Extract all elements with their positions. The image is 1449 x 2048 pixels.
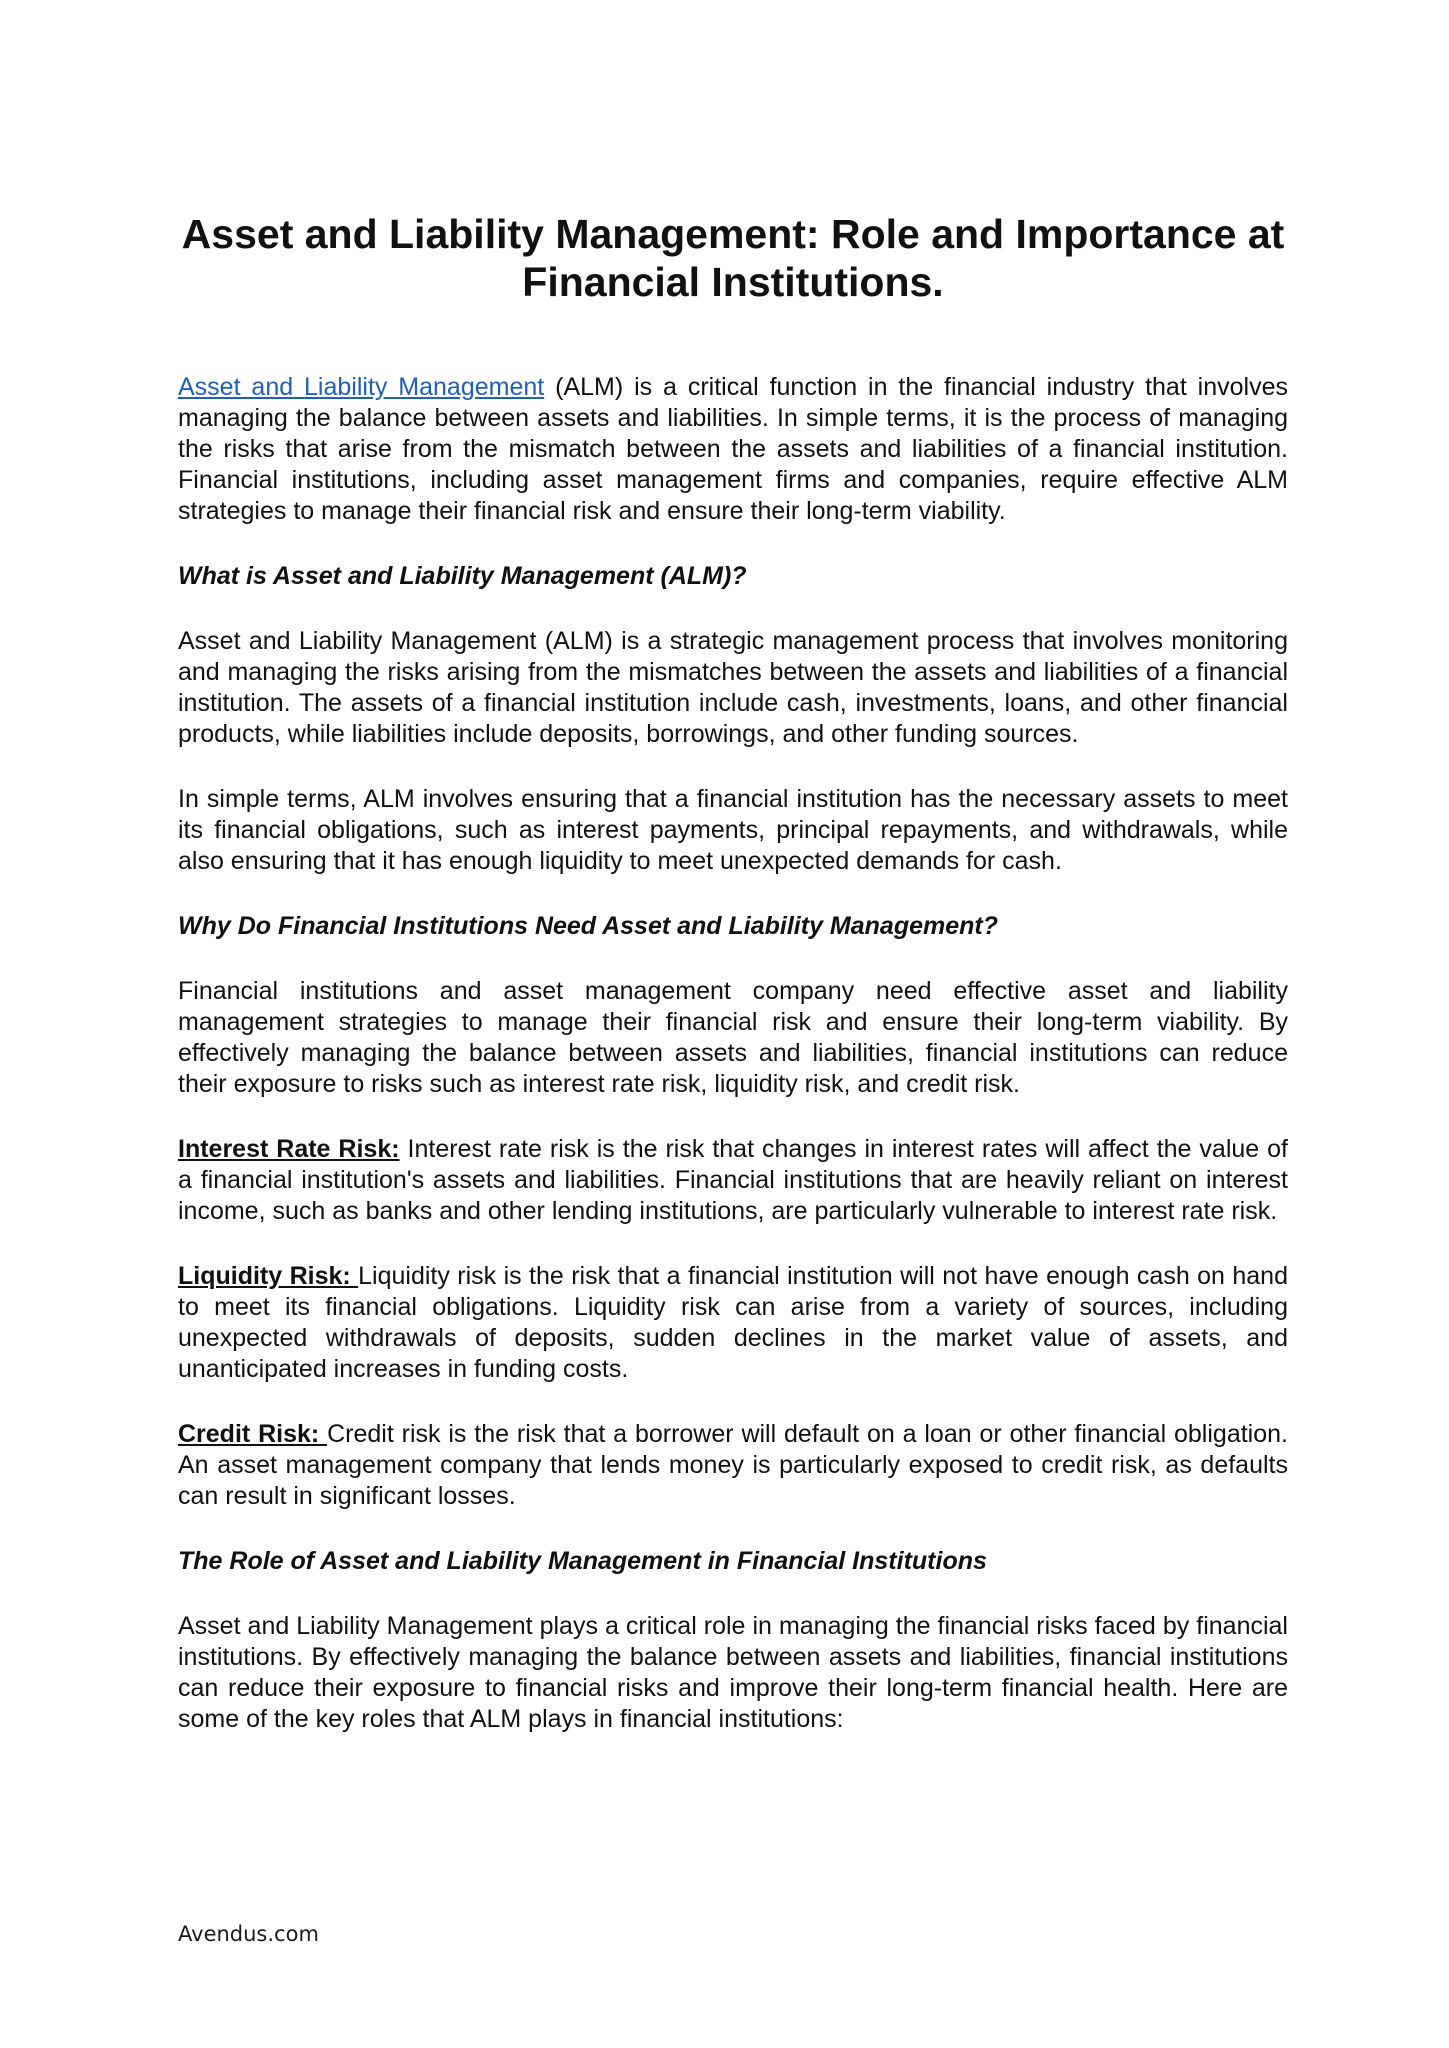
risk-text-credit: Credit risk is the risk that a borrower will default on a loan or other financial obligation. An asset management company that lends money is particularly exposed to credit risk, as defaults can result in significant losses. [178,1420,1288,1510]
page-title: Asset and Liability Management: Role and Importance at Financial Institutions. [181,211,1285,305]
section3-paragraph-1: Asset and Liability Management plays a critical role in managing the financial risks faced by financial institutions. By effectively managing the balance between assets and liabilities, financial institutions can reduce their exposure to financial risks and improve their long-term financial health. Here are some of the key roles that ALM plays in financial institutions: [178,1612,1288,1733]
section-heading-what-is-alm: What is Asset and Liability Management (ALM)? [178,562,747,590]
risk-liquidity [178,1261,1288,1385]
section-heading-why-need-alm: Why Do Financial Institutions Need Asset and Liability Management? [178,912,999,940]
risk-text-interest-rate: Interest rate risk is the risk that changes in interest rates will affect the value of a financial institution's assets and liabilities. Financial institutions that are heavily reliant on interest income, such as banks and other lending institutions, are particularly vulnerable to interest rate risk. [178,1135,1288,1225]
risk-term-credit: Credit Risk: [178,1420,328,1448]
risk-term-liquidity: Liquidity Risk: [178,1262,359,1290]
section1-paragraph-1: Asset and Liability Management (ALM) is a strategic management process that involves monitoring and managing the risks arising from the mismatches between the assets and liabilities of a financial institution. The assets of a financial institution include cash, investments, loans, and other financial products, while liabilities include deposits, borrowings, and other funding sources. [178,627,1288,748]
risk-interest-rate [178,1134,1288,1227]
document-body [178,372,1288,1769]
intro-text: (ALM) is a critical function in the financial industry that involves managing the balance between assets and liabilities. In simple terms, it is the process of managing the risks that arise from the mismatch between the assets and liabilities of a financial institution. Financial institutions, including asset management firms and companies, require effective ALM strategies to manage their financial risk and ensure their long-term viability. [178,373,1288,525]
risk-text-liquidity: Liquidity risk is the risk that a financial institution will not have enough cash on hand to meet its financial obligations. Liquidity risk can arise from a variety of sources, including unexpected withdrawals of deposits, sudden declines in the market value of assets, and unanticipated increases in funding costs. [178,1262,1288,1383]
section1-paragraph-2: In simple terms, ALM involves ensuring that a financial institution has the necessary assets to meet its financial obligations, such as interest payments, principal repayments, and withdrawals, while also ensuring that it has enough liquidity to meet unexpected demands for cash. [178,785,1288,875]
alm-link[interactable]: Asset and Liability Management [178,373,545,401]
footer-site-name: Avendus.com [178,1922,319,1946]
section2-paragraph-1: Financial institutions and asset management company need effective asset and liability management strategies to manage their financial risk and ensure their long-term viability. By effectively managing the balance between assets and liabilities, financial institutions can reduce their exposure to risks such as interest rate risk, liquidity risk, and credit risk. [178,977,1288,1098]
intro-paragraph [178,372,1288,527]
risk-term-interest-rate: Interest Rate Risk: [178,1135,400,1163]
section-heading-role-of-alm: The Role of Asset and Liability Management in Financial Institutions [178,1547,987,1575]
risk-credit [178,1419,1288,1512]
